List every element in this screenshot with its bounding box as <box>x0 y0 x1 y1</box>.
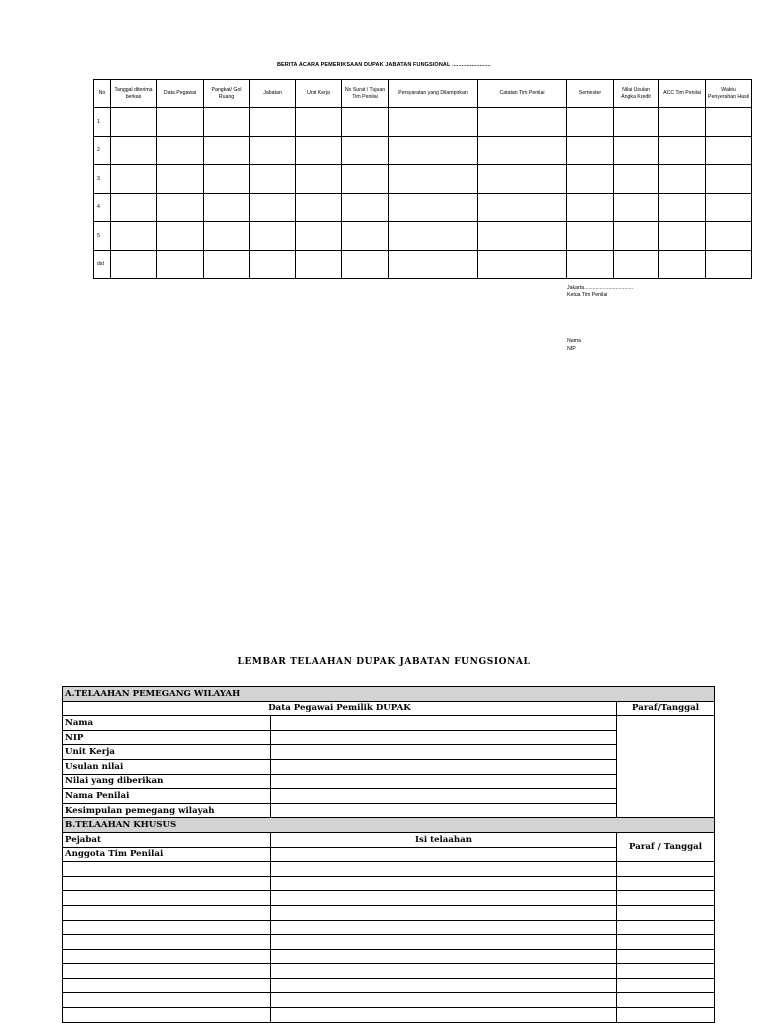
table-cell <box>342 136 389 165</box>
table-cell <box>204 165 250 194</box>
table-cell <box>659 108 706 137</box>
table-cell <box>296 165 342 194</box>
signature-name-label: Nama <box>567 338 581 344</box>
table-cell <box>478 165 567 194</box>
table-cell <box>204 193 250 222</box>
row-number: 4 <box>94 193 111 222</box>
header-data-pegawai: Data Pegawai <box>157 80 204 108</box>
table-cell <box>614 193 659 222</box>
field-label: NIP <box>63 730 271 745</box>
section-a-header-row <box>63 701 715 716</box>
table-cell <box>567 193 614 222</box>
table-cell <box>478 136 567 165</box>
header-catatan: Catatan Tim Penilai <box>478 80 567 108</box>
table-cell <box>706 136 752 165</box>
table-cell <box>63 891 271 906</box>
table-cell <box>617 978 715 993</box>
field-value <box>271 774 617 789</box>
table-cell <box>614 222 659 251</box>
berita-acara-row <box>94 222 752 251</box>
table-cell <box>157 222 204 251</box>
field-row <box>63 716 715 731</box>
table-cell <box>478 250 567 279</box>
table-cell <box>614 165 659 194</box>
table-cell <box>389 250 478 279</box>
table-cell <box>111 108 157 137</box>
table-cell <box>706 165 752 194</box>
table-cell <box>342 165 389 194</box>
table-cell <box>271 905 617 920</box>
telaahan-blank-row <box>63 935 715 950</box>
field-value <box>271 803 617 818</box>
table-cell <box>157 165 204 194</box>
field-value <box>271 759 617 774</box>
header-nilai-usulan: Nilai Usulan Angka Kredit <box>614 80 659 108</box>
isi-telaahan-header: Isi telaahan <box>271 832 617 847</box>
table-cell <box>617 891 715 906</box>
table-cell <box>617 862 715 877</box>
table-cell <box>342 193 389 222</box>
berita-acara-row <box>94 108 752 137</box>
table-cell <box>659 136 706 165</box>
header-acc: ACC Tim Penilai <box>659 80 706 108</box>
table-cell <box>296 250 342 279</box>
field-label: Unit Kerja <box>63 745 271 760</box>
table-cell <box>389 222 478 251</box>
berita-acara-table <box>93 79 752 279</box>
paraf-tanggal-header-a: Paraf/Tanggal <box>617 701 715 716</box>
header-waktu: Waktu Penyerahan Hasil <box>706 80 752 108</box>
field-label: Nilai yang diberikan <box>63 774 271 789</box>
table-cell <box>157 250 204 279</box>
anggota-label: Anggota Tim Penilai <box>63 847 271 862</box>
table-cell <box>271 978 617 993</box>
table-cell <box>478 222 567 251</box>
telaahan-blank-row <box>63 905 715 920</box>
section-a-title: A.TELAAHAN PEMEGANG WILAYAH <box>63 687 715 702</box>
paraf-area-a <box>617 716 715 818</box>
table-cell <box>63 949 271 964</box>
table-cell <box>706 193 752 222</box>
table-cell <box>250 193 296 222</box>
table-cell <box>63 964 271 979</box>
field-label: Nama <box>63 716 271 731</box>
table-cell <box>567 165 614 194</box>
table-cell <box>63 935 271 950</box>
signature-nip-label: NIP <box>567 346 576 352</box>
table-cell <box>706 250 752 279</box>
table-cell <box>63 978 271 993</box>
berita-acara-row <box>94 193 752 222</box>
table-cell <box>296 222 342 251</box>
table-cell <box>617 935 715 950</box>
table-cell <box>614 136 659 165</box>
field-value <box>271 716 617 731</box>
table-cell <box>478 108 567 137</box>
table-cell <box>389 165 478 194</box>
table-cell <box>659 250 706 279</box>
row-number: dst <box>94 250 111 279</box>
table-cell <box>296 193 342 222</box>
table-cell <box>389 136 478 165</box>
signature-role: Ketua Tim Penilai <box>567 292 608 298</box>
telaahan-blank-row <box>63 920 715 935</box>
table-cell <box>63 905 271 920</box>
table-cell <box>617 949 715 964</box>
table-cell <box>157 136 204 165</box>
table-cell <box>567 222 614 251</box>
table-cell <box>389 108 478 137</box>
section-b-row <box>63 818 715 833</box>
berita-acara-header-row <box>94 80 752 108</box>
berita-acara-row <box>94 136 752 165</box>
table-cell <box>659 193 706 222</box>
field-value <box>271 745 617 760</box>
table-cell <box>478 193 567 222</box>
table-cell <box>296 136 342 165</box>
berita-acara-row <box>94 165 752 194</box>
table-cell <box>342 108 389 137</box>
table-cell <box>706 108 752 137</box>
berita-acara-title: BERITA ACARA PEMERIKSAAN DUPAK JABATAN FUNGSIONAL ........................ <box>276 62 492 68</box>
signature-place: Jakarta.................................. <box>567 285 634 291</box>
telaahan-blank-row <box>63 964 715 979</box>
table-cell <box>111 165 157 194</box>
table-cell <box>567 136 614 165</box>
header-unit-kerja: Unit Kerja <box>296 80 342 108</box>
table-cell <box>659 222 706 251</box>
table-cell <box>204 222 250 251</box>
section-a-row <box>63 687 715 702</box>
table-cell <box>271 964 617 979</box>
table-cell <box>342 222 389 251</box>
header-semester: Semester <box>567 80 614 108</box>
table-cell <box>617 993 715 1008</box>
anggota-value <box>271 847 617 862</box>
section-b-header-row <box>63 832 715 847</box>
table-cell <box>389 193 478 222</box>
table-cell <box>63 862 271 877</box>
table-cell <box>111 250 157 279</box>
table-cell <box>250 108 296 137</box>
table-cell <box>271 876 617 891</box>
section-b-title: B.TELAAHAN KHUSUS <box>63 818 715 833</box>
table-cell <box>567 250 614 279</box>
table-cell <box>63 1008 271 1023</box>
table-cell <box>271 949 617 964</box>
table-cell <box>617 876 715 891</box>
table-cell <box>111 136 157 165</box>
lembar-telaahan-title: LEMBAR TELAAHAN DUPAK JABATAN FUNGSIONAL <box>237 657 531 667</box>
berita-acara-row <box>94 250 752 279</box>
header-persyaratan: Persyaratan yang Dilampirkan <box>389 80 478 108</box>
table-cell <box>617 905 715 920</box>
table-cell <box>271 993 617 1008</box>
table-cell <box>271 1008 617 1023</box>
header-tanggal: Tanggal diterima berkas <box>111 80 157 108</box>
table-cell <box>706 222 752 251</box>
telaahan-blank-row <box>63 1008 715 1023</box>
table-cell <box>63 920 271 935</box>
row-number: 2 <box>94 136 111 165</box>
lembar-telaahan-table <box>62 686 715 1023</box>
header-no-surat: No Surat / Tujuan Tim Penilai <box>342 80 389 108</box>
row-number: 5 <box>94 222 111 251</box>
table-cell <box>271 920 617 935</box>
telaahan-blank-row <box>63 978 715 993</box>
table-cell <box>111 193 157 222</box>
field-value <box>271 789 617 804</box>
table-cell <box>271 891 617 906</box>
field-label: Kesimpulan pemegang wilayah <box>63 803 271 818</box>
table-cell <box>271 862 617 877</box>
field-value <box>271 730 617 745</box>
table-cell <box>614 250 659 279</box>
telaahan-blank-row <box>63 949 715 964</box>
table-cell <box>204 136 250 165</box>
paraf-tanggal-header-b: Paraf / Tanggal <box>617 832 715 861</box>
row-number: 1 <box>94 108 111 137</box>
field-label: Nama Penilai <box>63 789 271 804</box>
table-cell <box>204 108 250 137</box>
table-cell <box>63 876 271 891</box>
table-cell <box>111 222 157 251</box>
table-cell <box>250 250 296 279</box>
table-cell <box>567 108 614 137</box>
table-cell <box>617 1008 715 1023</box>
table-cell <box>157 108 204 137</box>
header-jabatan: Jabatan <box>250 80 296 108</box>
table-cell <box>614 108 659 137</box>
table-cell <box>204 250 250 279</box>
header-no: No <box>94 80 111 108</box>
table-cell <box>617 964 715 979</box>
table-cell <box>617 920 715 935</box>
table-cell <box>659 165 706 194</box>
table-cell <box>250 165 296 194</box>
telaahan-blank-row <box>63 891 715 906</box>
pejabat-header: Pejabat <box>63 832 271 847</box>
table-cell <box>271 935 617 950</box>
row-number: 3 <box>94 165 111 194</box>
table-cell <box>250 222 296 251</box>
table-cell <box>342 250 389 279</box>
header-pangkat: Pangkat/ Gol Ruang <box>204 80 250 108</box>
table-cell <box>250 136 296 165</box>
telaahan-blank-row <box>63 862 715 877</box>
telaahan-blank-row <box>63 876 715 891</box>
table-cell <box>157 193 204 222</box>
table-cell <box>63 993 271 1008</box>
telaahan-blank-row <box>63 993 715 1008</box>
data-pegawai-header: Data Pegawai Pemilik DUPAK <box>63 701 617 716</box>
field-label: Usulan nilai <box>63 759 271 774</box>
table-cell <box>296 108 342 137</box>
